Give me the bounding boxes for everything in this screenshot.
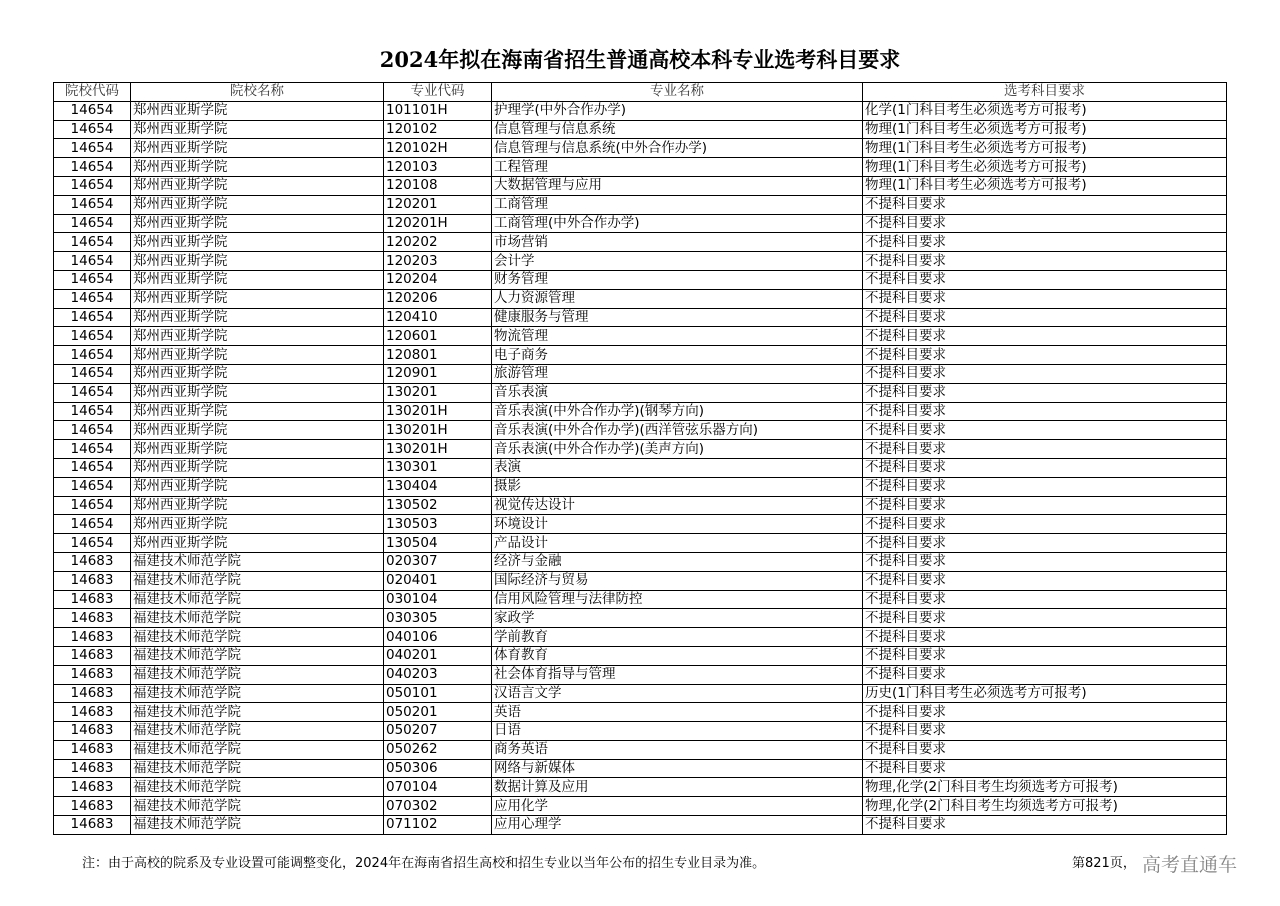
school-code-cell: 14654	[54, 252, 131, 271]
col-header-subject-requirement: 选考科目要求	[863, 83, 1227, 102]
requirement-cell: 不提科目要求	[863, 195, 1227, 214]
school-name-cell: 郑州西亚斯学院	[131, 327, 384, 346]
table-row	[54, 797, 1227, 816]
school-code-cell: 14683	[54, 590, 131, 609]
school-code-cell: 14683	[54, 571, 131, 590]
school-name-cell: 福建技术师范学院	[131, 571, 384, 590]
col-header-major-code: 专业代码	[384, 83, 492, 102]
major-code-cell: 130201H	[384, 402, 492, 421]
school-code-cell: 14654	[54, 383, 131, 402]
requirement-cell: 不提科目要求	[863, 346, 1227, 365]
major-code-cell: 130502	[384, 496, 492, 515]
school-code-cell: 14683	[54, 665, 131, 684]
table-row	[54, 778, 1227, 797]
major-name-cell: 汉语言文学	[492, 684, 863, 703]
page-title: 2024年拟在海南省招生普通高校本科专业选考科目要求	[379, 47, 901, 72]
requirement-cell: 不提科目要求	[863, 740, 1227, 759]
school-code-cell: 14683	[54, 722, 131, 741]
major-code-cell: 040201	[384, 646, 492, 665]
school-code-cell: 14654	[54, 101, 131, 120]
requirement-cell: 物理(1门科目考生必须选考方可报考)	[863, 120, 1227, 139]
major-code-cell: 130201	[384, 383, 492, 402]
major-code-cell: 050101	[384, 684, 492, 703]
requirement-cell: 物理(1门科目考生必须选考方可报考)	[863, 176, 1227, 195]
table-row	[54, 590, 1227, 609]
major-code-cell: 130504	[384, 534, 492, 553]
table-row	[54, 327, 1227, 346]
school-code-cell: 14683	[54, 646, 131, 665]
school-name-cell: 福建技术师范学院	[131, 646, 384, 665]
requirement-cell: 不提科目要求	[863, 646, 1227, 665]
table-row	[54, 496, 1227, 515]
school-name-cell: 郑州西亚斯学院	[131, 270, 384, 289]
table-row	[54, 308, 1227, 327]
school-code-cell: 14654	[54, 176, 131, 195]
table-row	[54, 703, 1227, 722]
table-row	[54, 571, 1227, 590]
major-code-cell: 120201H	[384, 214, 492, 233]
table-header-row	[54, 83, 1227, 102]
requirement-cell: 不提科目要求	[863, 722, 1227, 741]
major-name-cell: 学前教育	[492, 628, 863, 647]
school-name-cell: 郑州西亚斯学院	[131, 158, 384, 177]
school-name-cell: 福建技术师范学院	[131, 797, 384, 816]
requirement-cell: 不提科目要求	[863, 590, 1227, 609]
table-row	[54, 740, 1227, 759]
major-name-cell: 音乐表演(中外合作办学)(美声方向)	[492, 440, 863, 459]
table-row	[54, 101, 1227, 120]
footer-note: 注：由于高校的院系及专业设置可能调整变化，2024年在海南省招生高校和招生专业以当年公布的招生专业目录为准。	[82, 856, 766, 871]
major-code-cell: 120901	[384, 364, 492, 383]
table-row	[54, 684, 1227, 703]
school-code-cell: 14654	[54, 120, 131, 139]
table-row	[54, 552, 1227, 571]
table-row	[54, 515, 1227, 534]
major-code-cell: 120206	[384, 289, 492, 308]
school-code-cell: 14654	[54, 421, 131, 440]
table-row	[54, 458, 1227, 477]
table-row	[54, 346, 1227, 365]
school-code-cell: 14654	[54, 440, 131, 459]
major-name-cell: 物流管理	[492, 327, 863, 346]
major-code-cell: 040203	[384, 665, 492, 684]
school-name-cell: 福建技术师范学院	[131, 552, 384, 571]
col-header-school-name: 院校名称	[131, 83, 384, 102]
school-name-cell: 郑州西亚斯学院	[131, 346, 384, 365]
school-name-cell: 郑州西亚斯学院	[131, 176, 384, 195]
school-code-cell: 14683	[54, 759, 131, 778]
school-name-cell: 郑州西亚斯学院	[131, 534, 384, 553]
school-name-cell: 郑州西亚斯学院	[131, 402, 384, 421]
major-code-cell: 020401	[384, 571, 492, 590]
requirements-table	[53, 82, 1227, 835]
major-name-cell: 财务管理	[492, 270, 863, 289]
major-code-cell: 050207	[384, 722, 492, 741]
school-name-cell: 福建技术师范学院	[131, 684, 384, 703]
major-code-cell: 070302	[384, 797, 492, 816]
school-code-cell: 14683	[54, 740, 131, 759]
major-code-cell: 020307	[384, 552, 492, 571]
major-name-cell: 应用心理学	[492, 816, 863, 835]
school-code-cell: 14683	[54, 703, 131, 722]
requirement-cell: 不提科目要求	[863, 571, 1227, 590]
major-name-cell: 环境设计	[492, 515, 863, 534]
requirement-cell: 不提科目要求	[863, 440, 1227, 459]
school-name-cell: 郑州西亚斯学院	[131, 195, 384, 214]
table-row	[54, 609, 1227, 628]
requirement-cell: 不提科目要求	[863, 364, 1227, 383]
table-row	[54, 176, 1227, 195]
table-row	[54, 214, 1227, 233]
table-row	[54, 233, 1227, 252]
school-name-cell: 福建技术师范学院	[131, 609, 384, 628]
table-row	[54, 402, 1227, 421]
table-row	[54, 722, 1227, 741]
table-row	[54, 440, 1227, 459]
school-code-cell: 14654	[54, 364, 131, 383]
major-code-cell: 120202	[384, 233, 492, 252]
major-name-cell: 国际经济与贸易	[492, 571, 863, 590]
school-code-cell: 14654	[54, 515, 131, 534]
major-code-cell: 120601	[384, 327, 492, 346]
school-name-cell: 郑州西亚斯学院	[131, 101, 384, 120]
requirement-cell: 不提科目要求	[863, 515, 1227, 534]
watermark: 高考直通车	[1142, 854, 1238, 876]
table-body	[54, 101, 1227, 834]
major-code-cell: 120102H	[384, 139, 492, 158]
school-name-cell: 郑州西亚斯学院	[131, 308, 384, 327]
school-code-cell: 14654	[54, 458, 131, 477]
requirement-cell: 不提科目要求	[863, 816, 1227, 835]
table-row	[54, 646, 1227, 665]
major-name-cell: 商务英语	[492, 740, 863, 759]
school-code-cell: 14654	[54, 534, 131, 553]
school-code-cell: 14654	[54, 477, 131, 496]
school-code-cell: 14683	[54, 816, 131, 835]
major-code-cell: 050306	[384, 759, 492, 778]
major-name-cell: 数据计算及应用	[492, 778, 863, 797]
school-code-cell: 14654	[54, 308, 131, 327]
school-code-cell: 14683	[54, 609, 131, 628]
major-name-cell: 信用风险管理与法律防控	[492, 590, 863, 609]
major-code-cell: 030104	[384, 590, 492, 609]
table-row	[54, 289, 1227, 308]
school-name-cell: 郑州西亚斯学院	[131, 289, 384, 308]
table-row	[54, 120, 1227, 139]
requirement-cell: 不提科目要求	[863, 628, 1227, 647]
table-row	[54, 665, 1227, 684]
major-name-cell: 音乐表演	[492, 383, 863, 402]
school-code-cell: 14654	[54, 214, 131, 233]
school-name-cell: 福建技术师范学院	[131, 722, 384, 741]
school-name-cell: 福建技术师范学院	[131, 628, 384, 647]
major-name-cell: 应用化学	[492, 797, 863, 816]
requirement-cell: 不提科目要求	[863, 496, 1227, 515]
table-row	[54, 421, 1227, 440]
school-code-cell: 14654	[54, 195, 131, 214]
major-name-cell: 会计学	[492, 252, 863, 271]
major-code-cell: 120801	[384, 346, 492, 365]
requirement-cell: 不提科目要求	[863, 270, 1227, 289]
page-number: 第821页，	[1072, 856, 1136, 871]
school-name-cell: 福建技术师范学院	[131, 759, 384, 778]
table-row	[54, 364, 1227, 383]
major-name-cell: 护理学(中外合作办学)	[492, 101, 863, 120]
major-code-cell: 070104	[384, 778, 492, 797]
major-name-cell: 市场营销	[492, 233, 863, 252]
school-name-cell: 福建技术师范学院	[131, 740, 384, 759]
major-code-cell: 120204	[384, 270, 492, 289]
requirement-cell: 不提科目要求	[863, 665, 1227, 684]
requirement-cell: 不提科目要求	[863, 534, 1227, 553]
major-name-cell: 音乐表演(中外合作办学)(钢琴方向)	[492, 402, 863, 421]
school-name-cell: 福建技术师范学院	[131, 778, 384, 797]
school-code-cell: 14654	[54, 233, 131, 252]
requirement-cell: 化学(1门科目考生必须选考方可报考)	[863, 101, 1227, 120]
school-name-cell: 郑州西亚斯学院	[131, 120, 384, 139]
school-code-cell: 14683	[54, 778, 131, 797]
requirement-cell: 不提科目要求	[863, 252, 1227, 271]
school-code-cell: 14683	[54, 797, 131, 816]
school-name-cell: 郑州西亚斯学院	[131, 477, 384, 496]
table-row	[54, 252, 1227, 271]
major-name-cell: 日语	[492, 722, 863, 741]
major-name-cell: 音乐表演(中外合作办学)(西洋管弦乐器方向)	[492, 421, 863, 440]
major-name-cell: 表演	[492, 458, 863, 477]
major-name-cell: 大数据管理与应用	[492, 176, 863, 195]
major-code-cell: 030305	[384, 609, 492, 628]
major-code-cell: 120108	[384, 176, 492, 195]
requirement-cell: 不提科目要求	[863, 552, 1227, 571]
major-code-cell: 120203	[384, 252, 492, 271]
major-code-cell: 101101H	[384, 101, 492, 120]
major-code-cell: 130201H	[384, 440, 492, 459]
school-code-cell: 14654	[54, 496, 131, 515]
major-code-cell: 120103	[384, 158, 492, 177]
major-name-cell: 视觉传达设计	[492, 496, 863, 515]
major-code-cell: 120410	[384, 308, 492, 327]
school-name-cell: 郑州西亚斯学院	[131, 252, 384, 271]
major-code-cell: 130301	[384, 458, 492, 477]
requirement-cell: 不提科目要求	[863, 402, 1227, 421]
school-code-cell: 14654	[54, 158, 131, 177]
table-row	[54, 759, 1227, 778]
school-name-cell: 福建技术师范学院	[131, 703, 384, 722]
requirement-cell: 历史(1门科目考生必须选考方可报考)	[863, 684, 1227, 703]
requirement-cell: 不提科目要求	[863, 214, 1227, 233]
major-name-cell: 信息管理与信息系统	[492, 120, 863, 139]
requirement-cell: 物理(1门科目考生必须选考方可报考)	[863, 158, 1227, 177]
major-name-cell: 英语	[492, 703, 863, 722]
requirement-cell: 不提科目要求	[863, 233, 1227, 252]
major-code-cell: 130503	[384, 515, 492, 534]
school-code-cell: 14683	[54, 684, 131, 703]
school-name-cell: 郑州西亚斯学院	[131, 515, 384, 534]
requirement-cell: 不提科目要求	[863, 477, 1227, 496]
school-name-cell: 郑州西亚斯学院	[131, 364, 384, 383]
major-name-cell: 人力资源管理	[492, 289, 863, 308]
school-name-cell: 郑州西亚斯学院	[131, 496, 384, 515]
school-name-cell: 郑州西亚斯学院	[131, 214, 384, 233]
school-code-cell: 14654	[54, 270, 131, 289]
requirement-cell: 物理(1门科目考生必须选考方可报考)	[863, 139, 1227, 158]
major-name-cell: 工商管理	[492, 195, 863, 214]
table-row	[54, 139, 1227, 158]
requirement-cell: 不提科目要求	[863, 383, 1227, 402]
school-name-cell: 郑州西亚斯学院	[131, 383, 384, 402]
major-name-cell: 体育教育	[492, 646, 863, 665]
col-header-school-code: 院校代码	[54, 83, 131, 102]
table-row	[54, 477, 1227, 496]
school-name-cell: 福建技术师范学院	[131, 590, 384, 609]
major-name-cell: 网络与新媒体	[492, 759, 863, 778]
requirement-cell: 不提科目要求	[863, 609, 1227, 628]
requirement-cell: 不提科目要求	[863, 421, 1227, 440]
table-row	[54, 816, 1227, 835]
school-code-cell: 14654	[54, 139, 131, 158]
requirement-cell: 物理,化学(2门科目考生均须选考方可报考)	[863, 778, 1227, 797]
school-code-cell: 14654	[54, 346, 131, 365]
school-name-cell: 郑州西亚斯学院	[131, 440, 384, 459]
major-name-cell: 工程管理	[492, 158, 863, 177]
major-name-cell: 经济与金融	[492, 552, 863, 571]
school-code-cell: 14683	[54, 552, 131, 571]
major-name-cell: 工商管理(中外合作办学)	[492, 214, 863, 233]
major-code-cell: 071102	[384, 816, 492, 835]
school-name-cell: 郑州西亚斯学院	[131, 421, 384, 440]
school-name-cell: 郑州西亚斯学院	[131, 139, 384, 158]
table-row	[54, 628, 1227, 647]
school-code-cell: 14654	[54, 289, 131, 308]
school-code-cell: 14683	[54, 628, 131, 647]
major-name-cell: 健康服务与管理	[492, 308, 863, 327]
major-code-cell: 040106	[384, 628, 492, 647]
requirement-cell: 不提科目要求	[863, 289, 1227, 308]
requirement-cell: 不提科目要求	[863, 703, 1227, 722]
major-code-cell: 050262	[384, 740, 492, 759]
school-code-cell: 14654	[54, 402, 131, 421]
major-name-cell: 电子商务	[492, 346, 863, 365]
major-code-cell: 120201	[384, 195, 492, 214]
requirement-cell: 不提科目要求	[863, 759, 1227, 778]
table-row	[54, 270, 1227, 289]
major-code-cell: 130404	[384, 477, 492, 496]
table-row	[54, 383, 1227, 402]
school-name-cell: 福建技术师范学院	[131, 816, 384, 835]
major-name-cell: 家政学	[492, 609, 863, 628]
school-name-cell: 郑州西亚斯学院	[131, 458, 384, 477]
col-header-major-name: 专业名称	[492, 83, 863, 102]
major-name-cell: 旅游管理	[492, 364, 863, 383]
requirement-cell: 不提科目要求	[863, 458, 1227, 477]
major-code-cell: 050201	[384, 703, 492, 722]
major-name-cell: 摄影	[492, 477, 863, 496]
major-code-cell: 120102	[384, 120, 492, 139]
table-row	[54, 195, 1227, 214]
major-name-cell: 信息管理与信息系统(中外合作办学)	[492, 139, 863, 158]
major-name-cell: 产品设计	[492, 534, 863, 553]
school-name-cell: 郑州西亚斯学院	[131, 233, 384, 252]
school-name-cell: 福建技术师范学院	[131, 665, 384, 684]
requirement-cell: 物理,化学(2门科目考生均须选考方可报考)	[863, 797, 1227, 816]
requirement-cell: 不提科目要求	[863, 327, 1227, 346]
table-row	[54, 158, 1227, 177]
table-row	[54, 534, 1227, 553]
major-code-cell: 130201H	[384, 421, 492, 440]
requirement-cell: 不提科目要求	[863, 308, 1227, 327]
major-name-cell: 社会体育指导与管理	[492, 665, 863, 684]
school-code-cell: 14654	[54, 327, 131, 346]
